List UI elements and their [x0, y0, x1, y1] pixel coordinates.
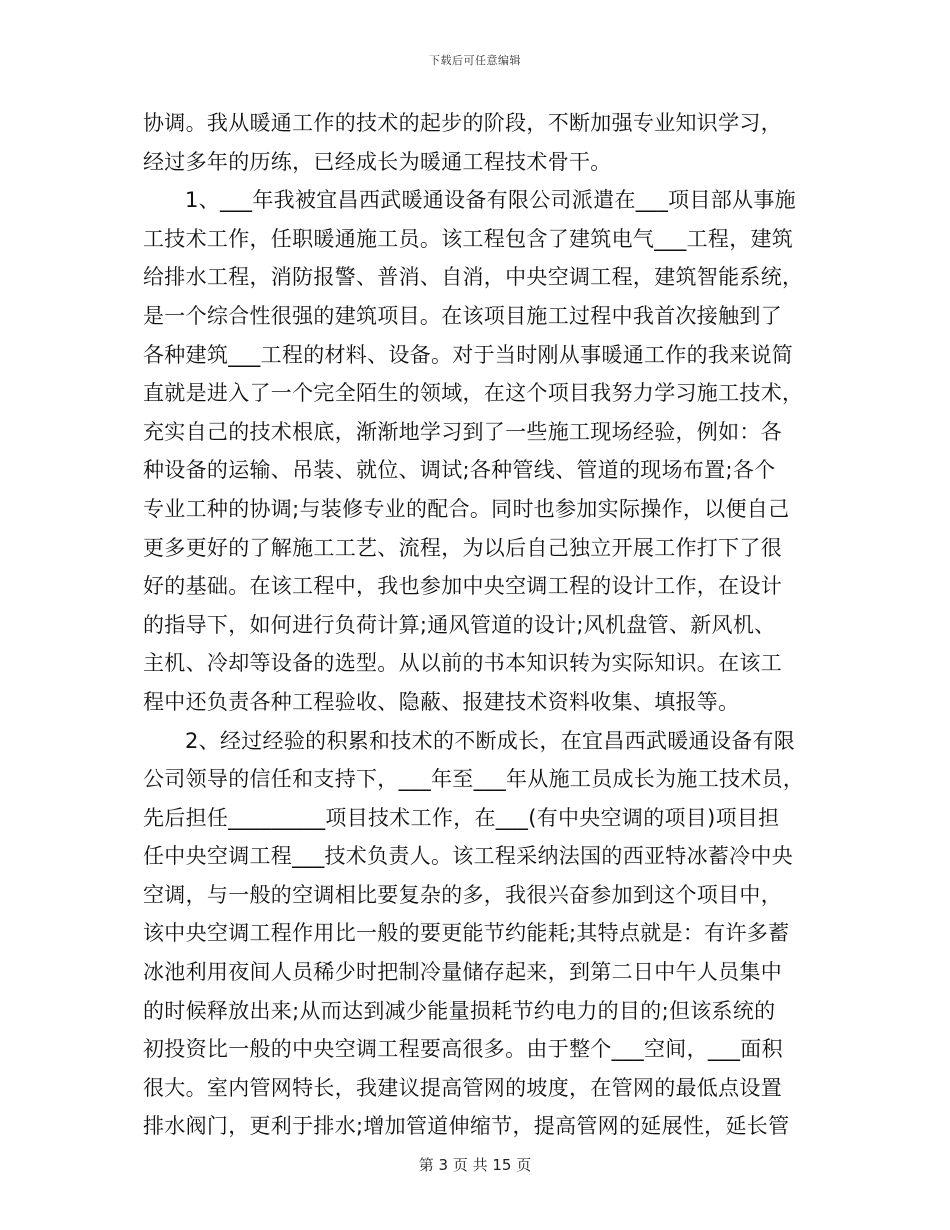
text-line: 的指导下，如何进行负荷计算;通风管道的设计;风机盘管、新风机、	[143, 612, 776, 637]
document-body	[143, 104, 807, 1146]
page-header-note: 下载后可任意编辑	[429, 54, 521, 67]
text-line: 很大。室内管网特长，我建议提高管网的坡度，在管网的最低点设置	[143, 1075, 782, 1100]
text-line: 任中央空调工程___技术负责人。该工程采纳法国的西亚特冰蓄冷中央	[143, 844, 794, 869]
text-line: 充实自己的技术根底，渐渐地学习到了一些施工现场经验，例如：各	[143, 419, 782, 444]
text-line: 主机、冷却等设备的选型。从以前的书本知识转为实际知识。在该工	[143, 651, 782, 676]
page-number: 第 3 页 共 15 页	[418, 1156, 532, 1174]
text-line: 协调。我从暖通工作的技术的起步的阶段，不断加强专业知识学习，	[143, 111, 782, 135]
text-line: 的时候释放出来;从而达到减少能量损耗节约电力的目的;但该系统的	[143, 998, 776, 1023]
text-line: 该中央空调工程作用比一般的要更能节约能耗;其特点就是：有许多蓄	[143, 921, 790, 946]
text-line: 直就是进入了一个完全陌生的领域，在这个项目我努力学习施工技术，	[143, 381, 804, 406]
text-line: 各种建筑___工程的材料、设备。对于当时刚从事暖通工作的我来说简	[143, 342, 794, 367]
text-line: 初投资比一般的中央空调工程要高很多。由于整个___空间，___面积	[143, 1037, 783, 1062]
text-line: 种设备的运输、吊装、就位、调试;各种管线、管道的现场布置;各个	[143, 458, 776, 483]
paragraph-start-line: 1、___年我被宜昌西武暖通设备有限公司派遣在___项目部从事施	[185, 188, 796, 213]
text-line: 排水阀门，更利于排水;增加管道伸缩节，提高管网的延展性，延长管	[143, 1114, 790, 1139]
text-line: 冰池利用夜间人员稀少时把制冷量储存起来，到第二日中午人员集中	[143, 960, 782, 985]
text-line: 空调，与一般的空调相比要复杂的多，我很兴奋参加到这个项目中，	[143, 882, 782, 907]
text-line: 工技术工作，任职暖通施工员。该工程包含了建筑电气___工程，建筑	[143, 226, 794, 251]
text-line: 经过多年的历练，已经成长为暖通工程技术骨干。	[143, 149, 612, 174]
text-line: 先后担任_________项目技术工作，在___(有中央空调的项目)项目担	[143, 805, 780, 830]
text-line: 是一个综合性很强的建筑项目。在该项目施工过程中我首次接触到了	[143, 303, 782, 328]
paragraph-start-line: 2、经过经验的积累和技术的不断成长，在宜昌西武暖通设备有限	[185, 728, 796, 753]
text-line: 专业工种的协调;与装修专业的配合。同时也参加实际操作，以便自己	[143, 496, 790, 521]
text-line: 公司领导的信任和支持下，___年至___年从施工员成长为施工技术员，	[143, 767, 805, 792]
text-line: 给排水工程，消防报警、普消、自消，中央空调工程，建筑智能系统，	[143, 265, 804, 290]
text-line: 好的基础。在该工程中，我也参加中央空调工程的设计工作，在设计	[143, 574, 782, 599]
text-line: 程中还负责各种工程验收、隐蔽、报建技术资料收集、填报等。	[143, 689, 740, 714]
text-line: 更多更好的了解施工工艺、流程，为以后自己独立开展工作打下了很	[143, 535, 782, 560]
